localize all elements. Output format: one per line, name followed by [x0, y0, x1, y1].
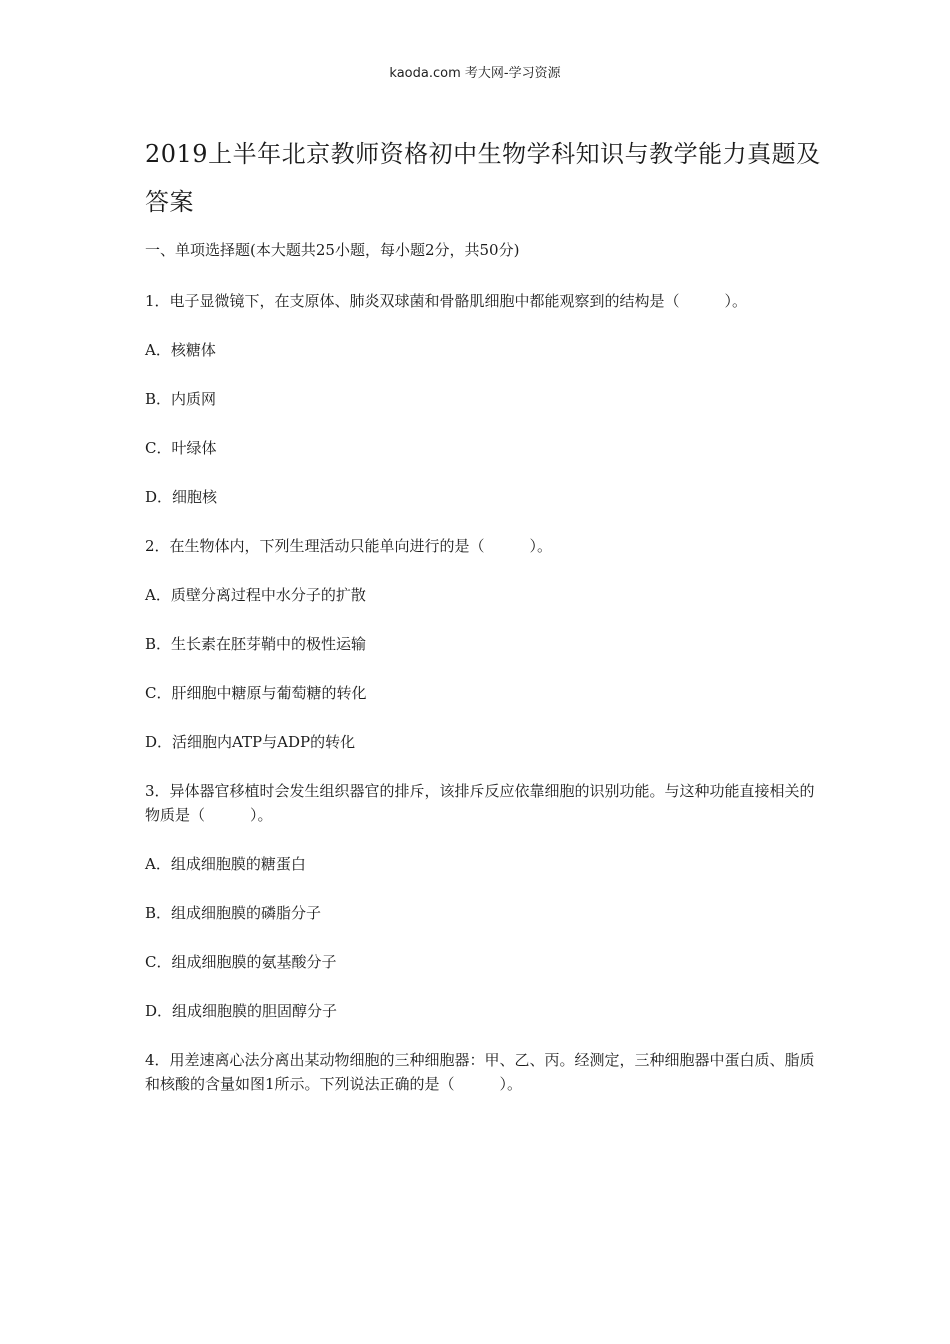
- document-body: [145, 130, 825, 1096]
- question-3: [145, 779, 825, 1023]
- option-a: A．质壁分离过程中水分子的扩散: [145, 586, 366, 604]
- option-d: D．细胞核: [145, 488, 218, 506]
- option-a: A．组成细胞膜的糖蛋白: [145, 855, 306, 873]
- question-stem: 3．异体器官移植时会发生组织器官的排斥，该排斥反应依靠细胞的识别功能。与这种功能直接相关的物质是（ ）。: [145, 782, 815, 824]
- option-b: B．组成细胞膜的磷脂分子: [145, 904, 322, 922]
- option-c: C．肝细胞中糖原与葡萄糖的转化: [145, 684, 367, 702]
- option-c: C．组成细胞膜的氨基酸分子: [145, 953, 337, 971]
- question-1: [145, 289, 825, 509]
- option-d: D．组成细胞膜的胆固醇分子: [145, 1002, 338, 1020]
- question-stem: 4．用差速离心法分离出某动物细胞的三种细胞器：甲、乙、丙。经测定，三种细胞器中蛋白质、脂质和核酸的含量如图1所示。下列说法正确的是（ ）。: [145, 1051, 815, 1093]
- section-heading: 一、单项选择题(本大题共25小题，每小题2分，共50分): [145, 241, 520, 259]
- question-stem: 2．在生物体内，下列生理活动只能单向进行的是（ ）。: [145, 537, 553, 555]
- question-2: [145, 534, 825, 754]
- document-title: 2019上半年北京教师资格初中生物学科知识与教学能力真题及答案: [145, 140, 821, 216]
- option-b: B．生长素在胚芽鞘中的极性运输: [145, 635, 367, 653]
- page-header: kaoda.com 考大网-学习资源: [389, 66, 561, 81]
- option-b: B．内质网: [145, 390, 217, 408]
- option-c: C．叶绿体: [145, 439, 217, 457]
- question-stem: 1．电子显微镜下，在支原体、肺炎双球菌和骨骼肌细胞中都能观察到的结构是（ ）。: [145, 292, 748, 310]
- option-a: A．核糖体: [145, 341, 216, 359]
- question-4: [145, 1048, 825, 1096]
- option-d: D．活细胞内ATP与ADP的转化: [145, 733, 356, 751]
